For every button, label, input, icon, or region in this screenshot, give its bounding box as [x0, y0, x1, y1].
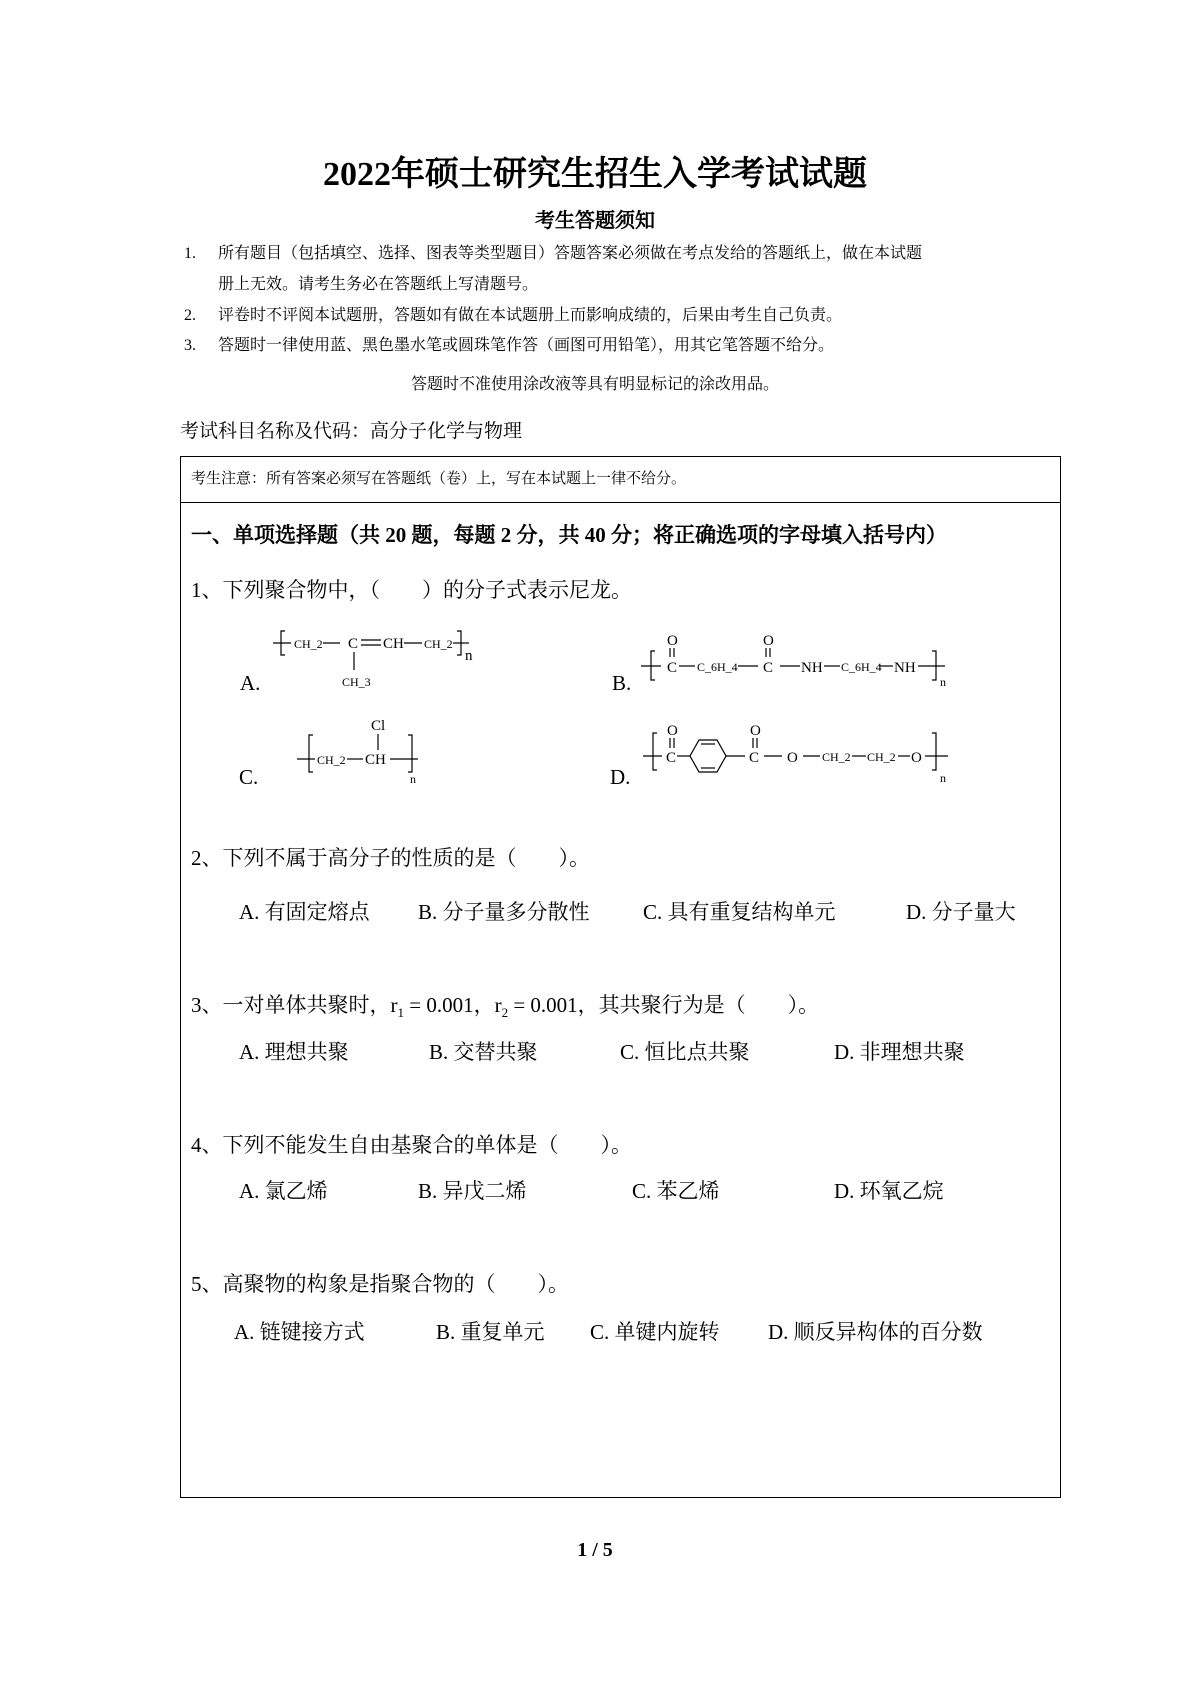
notice-text: 所有题目（包括填空、选择、图表等类型题目）答题答案必须做在考点发给的答题纸上，做在本试题 [218, 245, 923, 262]
option: D. 非理想共聚 [834, 1040, 965, 1064]
option: A. 氯乙烯 [239, 1179, 328, 1203]
notice-number: 3. [184, 337, 196, 354]
structure-a [273, 631, 473, 689]
option: D. 分子量大 [906, 900, 1016, 924]
subscript: 1 [397, 1005, 404, 1021]
box-notice: 考生注意：所有答案必须写在答题纸（卷）上，写在本试题上一律不给分。 [191, 471, 687, 487]
notice-text: 答题时一律使用蓝、黑色墨水笔或圆珠笔作答（画图可用铅笔），用其它笔答题不给分。 [218, 337, 835, 354]
subject-line: 考试科目名称及代码：高分子化学与物理 [180, 421, 523, 442]
notice-text: 册上无效。请考生务必在答题纸上写清题号。 [218, 276, 539, 293]
atom: C [348, 636, 359, 652]
notice-text: 评卷时不评阅本试题册，答题如有做在本试题册上而影响成绩的，后果由考生自己负责。 [218, 307, 843, 324]
atom: O [750, 723, 761, 739]
exam-title: 2022年硕士研究生招生入学考试试题 [323, 156, 867, 193]
question-5-stem: 5、高聚物的构象是指聚合物的（ ）。 [191, 1272, 569, 1296]
notice-number: 1. [184, 245, 196, 262]
atom: n [940, 771, 946, 785]
atom-group: CH_3 [342, 675, 371, 689]
option: C. 恒比点共聚 [620, 1040, 750, 1064]
atom: NH [894, 660, 916, 676]
atom-group: CH_2 [867, 750, 896, 764]
atom-group: CH_2 [424, 637, 453, 651]
option-a-label: A. [240, 671, 261, 695]
atom: NH [801, 660, 823, 676]
question-3-stem [191, 995, 819, 1019]
atom: O [667, 633, 678, 649]
atom: n [465, 648, 473, 664]
option: A. 理想共聚 [239, 1040, 349, 1064]
option: B. 重复单元 [436, 1320, 545, 1344]
option: C. 单键内旋转 [590, 1320, 720, 1344]
atom: CH [383, 636, 404, 652]
atom: C [667, 660, 678, 676]
atom: n [940, 675, 946, 689]
option-c-label: C. [239, 765, 259, 789]
option: A. 有固定熔点 [239, 900, 370, 924]
atom-group: C_6H_4 [841, 660, 882, 674]
atom: Cl [371, 718, 386, 734]
option: A. 链键接方式 [234, 1320, 365, 1344]
stem-text: = 0.001，其共聚行为是（ ）。 [508, 993, 820, 1017]
question-2-stem: 2、下列不属于高分子的性质的是（ ）。 [191, 846, 590, 870]
stem-text: 3、一对单体共聚时，r [191, 993, 398, 1017]
option: B. 交替共聚 [429, 1040, 538, 1064]
centered-notice: 答题时不准使用涂改液等具有明显标记的涂改用品。 [410, 376, 779, 393]
atom: O [911, 750, 922, 766]
structure-d [643, 723, 948, 785]
option: D. 环氧乙烷 [834, 1179, 944, 1203]
question-4-stem: 4、下列不能发生自由基聚合的单体是（ ）。 [191, 1133, 632, 1157]
subscript: 2 [501, 1005, 509, 1021]
atom: O [763, 633, 774, 649]
structure-b [641, 633, 946, 689]
option: D. 顺反异构体的百分数 [768, 1320, 983, 1344]
atom-group: CH_2 [822, 750, 851, 764]
option: C. 具有重复结构单元 [643, 900, 836, 924]
atom: n [410, 772, 416, 786]
benzene-ring [690, 740, 726, 772]
page-number: 1 / 5 [577, 1539, 613, 1561]
option: B. 分子量多分散性 [418, 900, 590, 924]
atom-group: C_6H_4 [697, 660, 738, 674]
atom: O [667, 723, 678, 739]
section-heading: 一、单项选择题（共 20 题，每题 2 分，共 40 分；将正确选项的字母填入括号内） [191, 523, 947, 547]
atom: C [763, 660, 774, 676]
notice-number: 2. [184, 307, 196, 324]
atom: C [749, 750, 760, 766]
structure-c [297, 718, 418, 786]
option-d-label: D. [610, 765, 631, 789]
atom-group: CH_2 [317, 753, 346, 767]
atom: CH [365, 752, 386, 768]
stem-text: = 0.001，r [404, 993, 502, 1017]
option: C. 苯乙烯 [632, 1179, 720, 1203]
question-1-stem: 1、下列聚合物中，（ ）的分子式表示尼龙。 [191, 578, 632, 602]
instructions-heading: 考生答题须知 [535, 210, 655, 232]
atom: C [666, 750, 677, 766]
option-b-label: B. [612, 671, 632, 695]
atom: O [787, 750, 798, 766]
atom-group: CH_2 [294, 637, 323, 651]
option: B. 异戊二烯 [418, 1179, 527, 1203]
